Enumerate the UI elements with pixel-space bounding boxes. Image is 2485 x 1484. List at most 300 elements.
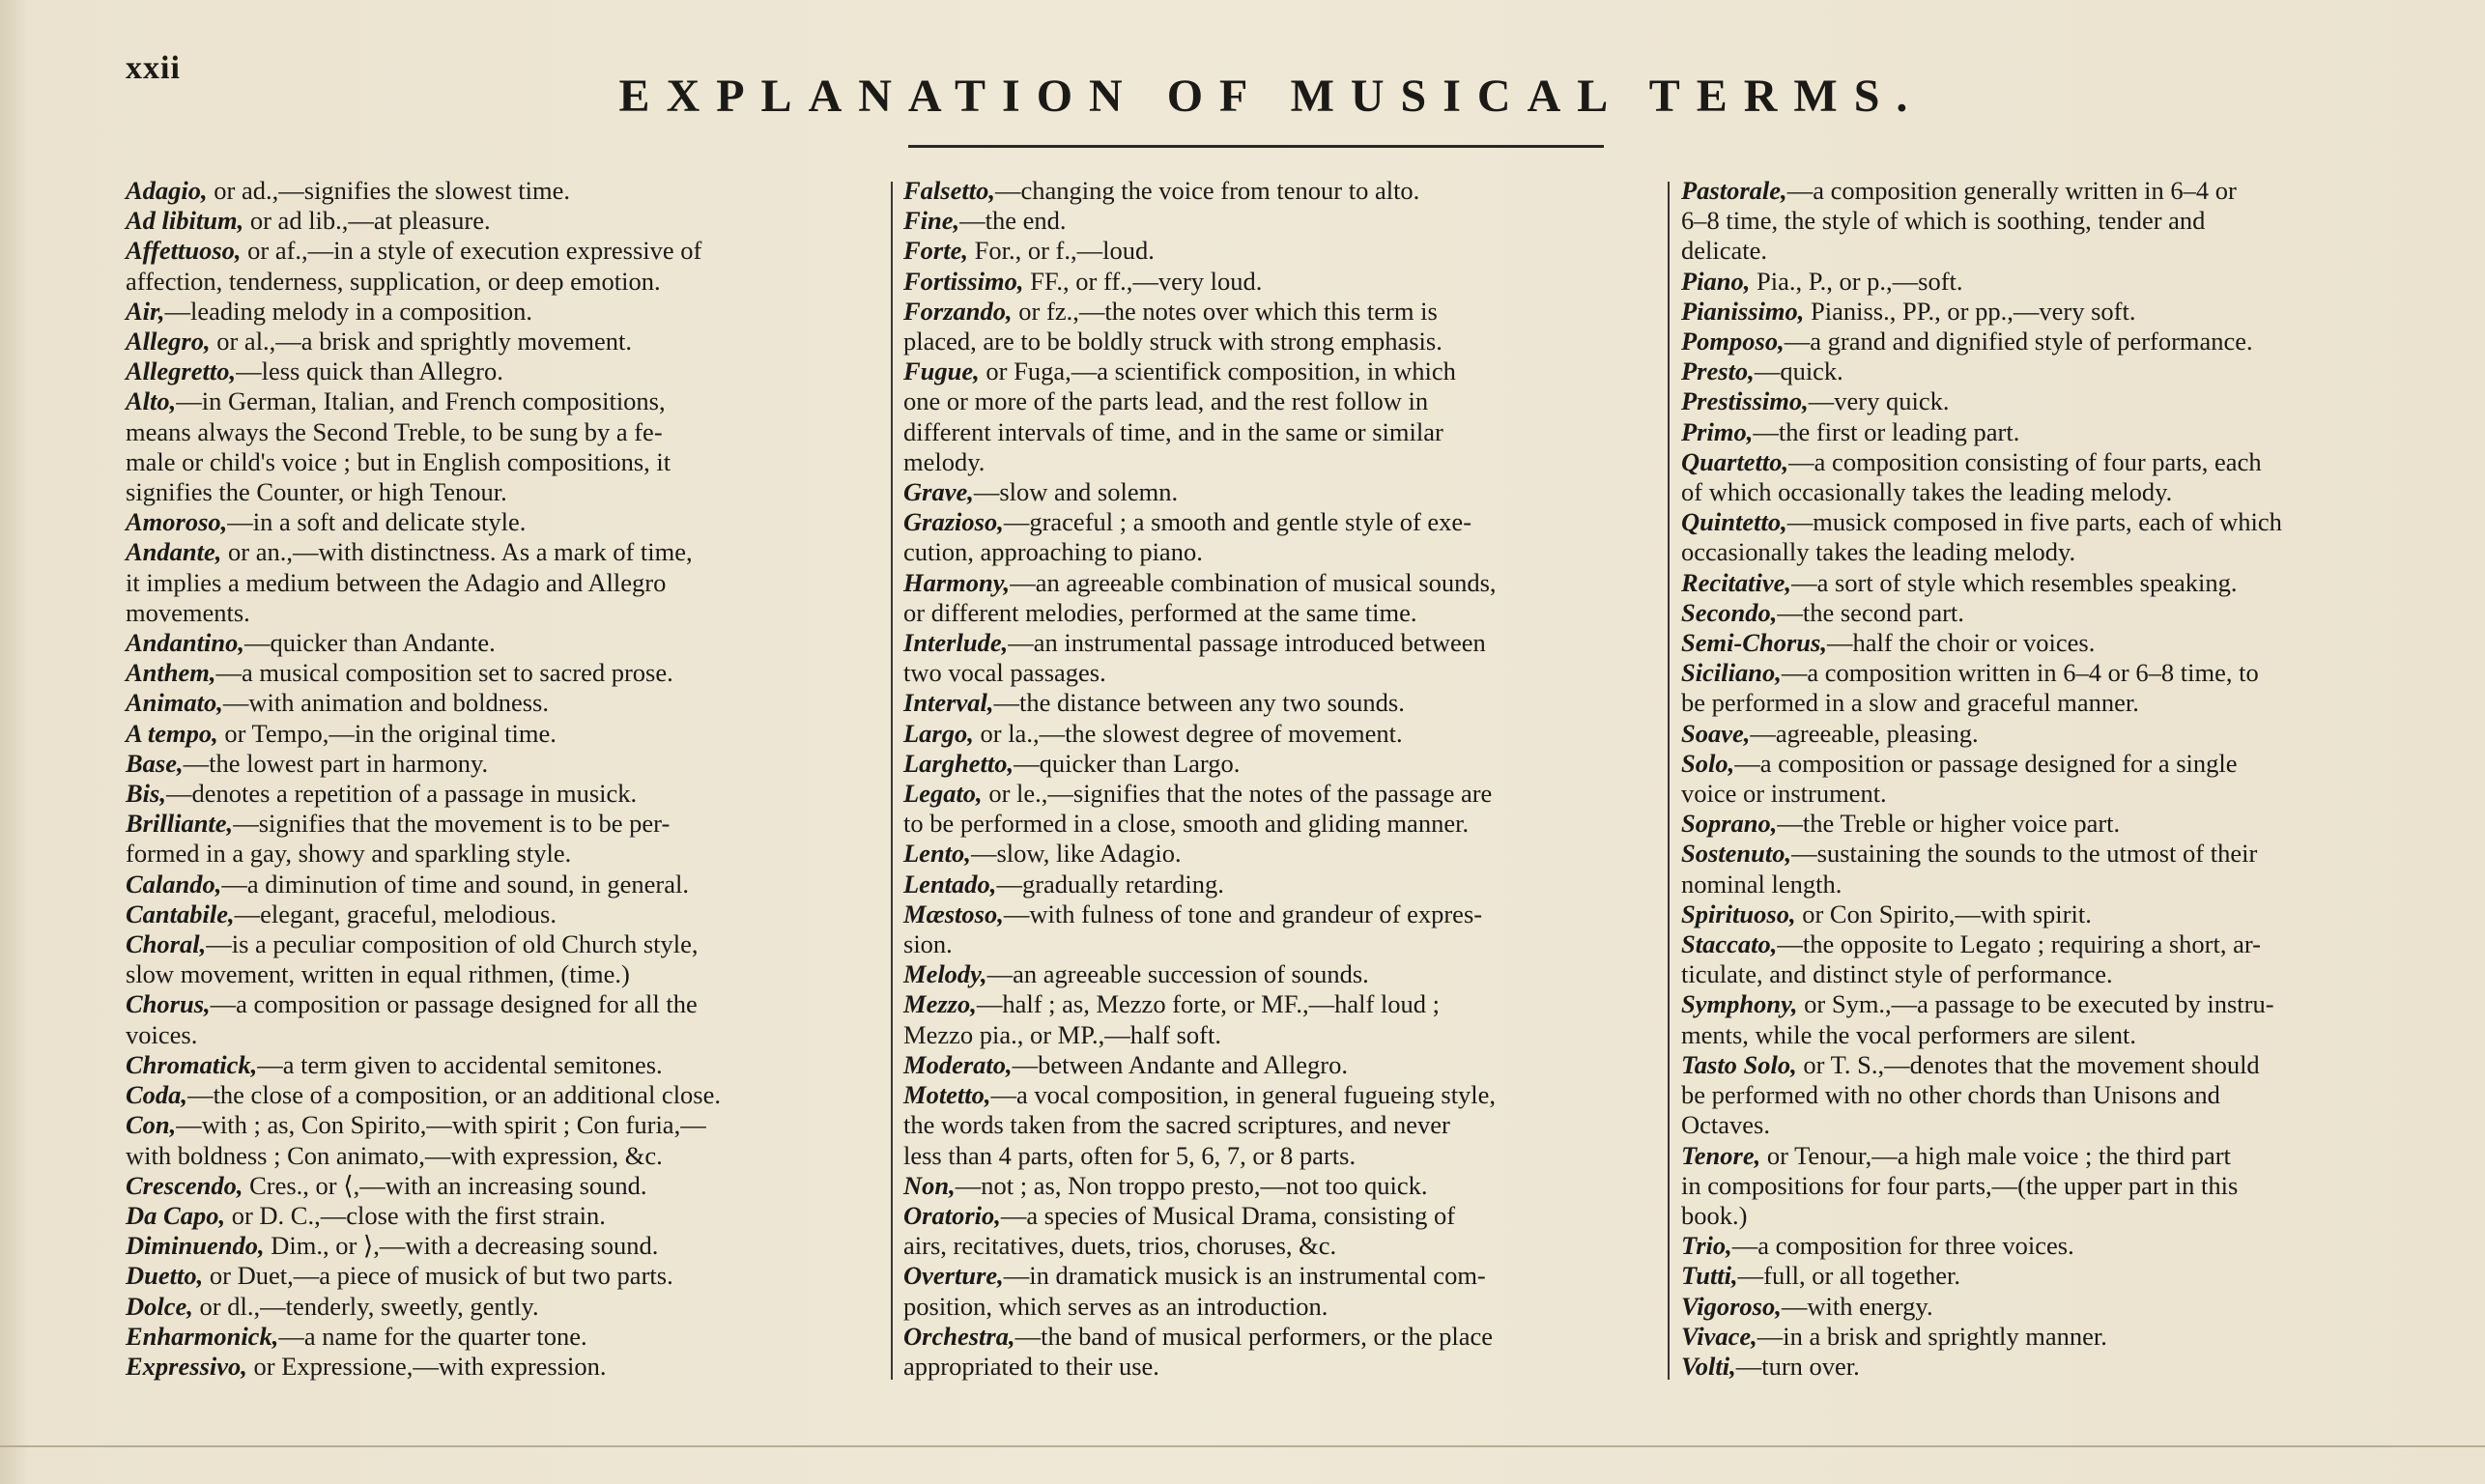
entry-term: Grave, bbox=[903, 477, 974, 507]
entry-definition: —not ; as, Non troppo presto,—not too quick. bbox=[955, 1170, 1428, 1200]
entry-definition: voice or instrument. bbox=[1681, 779, 1887, 809]
entry-definition: sion. bbox=[903, 929, 953, 959]
entry-definition: —a composition generally written in 6–4 or bbox=[1786, 176, 2237, 205]
entry-term: Overture, bbox=[903, 1261, 1004, 1291]
glossary-entry bbox=[126, 1110, 879, 1140]
entry-term: Adagio, bbox=[126, 176, 208, 205]
entry-definition: or D. C.,—close with the first strain. bbox=[225, 1200, 606, 1230]
entry-definition: or Con Spirito,—with spirit. bbox=[1795, 899, 2092, 928]
entry-term: Allegretto, bbox=[126, 357, 237, 386]
entry-term: Soprano, bbox=[1681, 809, 1778, 839]
glossary-entry bbox=[1681, 719, 2435, 749]
glossary-entry bbox=[903, 297, 1657, 327]
entry-term: Interlude, bbox=[903, 628, 1009, 658]
entry-term: Mæstoso, bbox=[903, 899, 1004, 928]
glossary-continuation bbox=[126, 477, 879, 507]
entry-definition: or T. S.,—denotes that the movement should bbox=[1796, 1049, 2260, 1079]
glossary-entry bbox=[126, 1231, 879, 1261]
glossary-entry bbox=[126, 1261, 879, 1291]
glossary-continuation bbox=[126, 1141, 879, 1171]
entry-definition: —a name for the quarter tone. bbox=[278, 1321, 587, 1351]
entry-term: Da Capo, bbox=[126, 1200, 226, 1230]
column-2 bbox=[903, 176, 1657, 1382]
entry-definition: formed in a gay, showy and sparkling style. bbox=[126, 839, 572, 869]
entry-definition: voices. bbox=[126, 1019, 198, 1049]
entry-definition: Dim., or ⟩,—with a decreasing sound. bbox=[264, 1231, 659, 1261]
entry-term: Andantino, bbox=[126, 628, 244, 658]
entry-definition: or ad lib.,—at pleasure. bbox=[243, 206, 491, 236]
glossary-continuation bbox=[126, 447, 879, 477]
entry-definition: two vocal passages. bbox=[903, 658, 1106, 688]
entry-definition: delicate. bbox=[1681, 236, 1768, 266]
entry-definition: —quick. bbox=[1754, 357, 1843, 386]
glossary-continuation bbox=[1681, 959, 2435, 989]
glossary-entry bbox=[903, 1261, 1657, 1291]
entry-definition: or Fuga,—a scientifick composition, in which bbox=[979, 357, 1456, 386]
entry-term: Spirituoso, bbox=[1681, 899, 1796, 928]
glossary-entry bbox=[126, 989, 879, 1019]
entry-definition: with boldness ; Con animato,—with expression, &c. bbox=[126, 1140, 663, 1170]
entry-definition: Pianiss., PP., or pp.,—very soft. bbox=[1804, 296, 2136, 326]
entry-definition: it implies a medium between the Adagio and Allegro bbox=[126, 567, 667, 597]
glossary-entry bbox=[903, 688, 1657, 718]
entry-definition: or an.,—with distinctness. As a mark of time, bbox=[221, 537, 693, 567]
glossary-continuation bbox=[1681, 537, 2435, 567]
entry-definition: —an agreeable succession of sounds. bbox=[986, 959, 1369, 989]
glossary-entry bbox=[126, 1292, 879, 1322]
entry-definition: means always the Second Treble, to be sung by a fe- bbox=[126, 416, 663, 446]
entry-term: Choral, bbox=[126, 929, 207, 959]
glossary-entry bbox=[1681, 1292, 2435, 1322]
glossary-continuation bbox=[1681, 1110, 2435, 1140]
entry-term: Alto, bbox=[126, 386, 177, 416]
entry-definition: —sustaining the sounds to the utmost of their bbox=[1791, 839, 2258, 869]
glossary-entry bbox=[903, 236, 1657, 266]
column-1 bbox=[126, 176, 879, 1382]
glossary-entry bbox=[903, 1201, 1657, 1231]
entry-term: Diminuendo, bbox=[126, 1231, 265, 1261]
entry-term: Pomposo, bbox=[1681, 327, 1785, 357]
entry-term: Quartetto, bbox=[1681, 446, 1789, 476]
entry-definition: or le.,—signifies that the notes of the passage are bbox=[982, 779, 1493, 809]
glossary-entry bbox=[1681, 297, 2435, 327]
entry-definition: —half ; as, Mezzo forte, or MF.,—half loud ; bbox=[976, 989, 1441, 1019]
glossary-continuation bbox=[903, 1110, 1657, 1140]
entry-definition: —the second part. bbox=[1777, 597, 1964, 627]
glossary-entry bbox=[126, 779, 879, 809]
glossary-continuation bbox=[903, 929, 1657, 959]
glossary-entry bbox=[903, 719, 1657, 749]
entry-definition: or Tempo,—in the original time. bbox=[217, 718, 557, 748]
glossary-continuation bbox=[126, 568, 879, 598]
glossary-entry bbox=[1681, 267, 2435, 297]
entry-definition: occasionally takes the leading melody. bbox=[1681, 537, 2076, 567]
entry-definition: —between Andante and Allegro. bbox=[1012, 1049, 1348, 1079]
glossary-entry bbox=[1681, 839, 2435, 869]
entry-term: Enharmonick, bbox=[126, 1321, 279, 1351]
entry-term: Cantabile, bbox=[126, 899, 235, 928]
entry-term: Presto, bbox=[1681, 357, 1755, 386]
entry-definition: or af.,—in a style of execution expressive of bbox=[241, 236, 702, 266]
entry-term: Con, bbox=[126, 1110, 177, 1140]
glossary-entry bbox=[1681, 327, 2435, 357]
entry-term: Forte, bbox=[903, 236, 968, 266]
entry-term: Calando, bbox=[126, 869, 222, 899]
glossary-continuation bbox=[903, 1020, 1657, 1050]
glossary-entry bbox=[126, 1201, 879, 1231]
entry-definition: —full, or all together. bbox=[1737, 1261, 1961, 1291]
entry-definition: —the lowest part in harmony. bbox=[183, 748, 489, 778]
glossary-entry bbox=[903, 176, 1657, 206]
glossary-entry bbox=[1681, 1352, 2435, 1382]
glossary-continuation bbox=[903, 447, 1657, 477]
glossary-entry bbox=[1681, 598, 2435, 628]
glossary-entry bbox=[126, 719, 879, 749]
entry-definition: —in a soft and delicate style. bbox=[227, 507, 527, 537]
glossary-entry bbox=[126, 357, 879, 386]
glossary-entry bbox=[126, 507, 879, 537]
entry-definition: book.) bbox=[1681, 1200, 1748, 1230]
entry-term: Expressivo, bbox=[126, 1351, 247, 1381]
entry-term: Allegro, bbox=[126, 327, 211, 357]
entry-definition: —gradually retarding. bbox=[996, 869, 1224, 899]
entry-definition: 6–8 time, the style of which is soothing, tender and bbox=[1681, 206, 2206, 236]
glossary-continuation bbox=[903, 386, 1657, 416]
entry-definition: —agreeable, pleasing. bbox=[1750, 718, 1979, 748]
glossary-entry bbox=[126, 688, 879, 718]
entry-term: Duetto, bbox=[126, 1261, 204, 1291]
glossary-entry bbox=[126, 899, 879, 929]
page-number: xxii bbox=[126, 50, 181, 86]
entry-definition: affection, tenderness, supplication, or deep emotion. bbox=[126, 266, 661, 296]
glossary-entry bbox=[1681, 929, 2435, 959]
entry-definition: —very quick. bbox=[1808, 386, 1950, 416]
glossary-entry bbox=[126, 176, 879, 206]
glossary-continuation bbox=[1681, 477, 2435, 507]
entry-term: Tutti, bbox=[1681, 1261, 1738, 1291]
entry-term: Grazioso, bbox=[903, 507, 1004, 537]
entry-definition: —leading melody in a composition. bbox=[164, 296, 533, 326]
column-3 bbox=[1681, 176, 2435, 1382]
entry-term: Andante, bbox=[126, 537, 222, 567]
glossary-entry bbox=[126, 809, 879, 839]
glossary-entry bbox=[126, 749, 879, 779]
entry-term: Largo, bbox=[903, 718, 974, 748]
glossary-continuation bbox=[1681, 779, 2435, 809]
entry-definition: or al.,—a brisk and sprightly movement. bbox=[210, 327, 633, 357]
glossary-continuation bbox=[1681, 1080, 2435, 1110]
glossary-continuation bbox=[903, 1292, 1657, 1322]
glossary-entry bbox=[903, 1322, 1657, 1352]
entry-term: Symphony, bbox=[1681, 989, 1798, 1019]
glossary-entry bbox=[126, 628, 879, 658]
entry-term: Moderato, bbox=[903, 1049, 1013, 1079]
glossary-continuation bbox=[903, 537, 1657, 567]
glossary-entry bbox=[1681, 809, 2435, 839]
entry-term: Tasto Solo, bbox=[1681, 1049, 1797, 1079]
entry-term: Primo, bbox=[1681, 416, 1754, 446]
glossary-entry bbox=[126, 327, 879, 357]
entry-term: Semi-Chorus, bbox=[1681, 628, 1827, 658]
entry-definition: Pia., P., or p.,—soft. bbox=[1750, 266, 1963, 296]
entry-definition: —a diminution of time and sound, in general. bbox=[221, 869, 689, 899]
entry-definition: —less quick than Allegro. bbox=[236, 357, 503, 386]
entry-term: Chorus, bbox=[126, 989, 211, 1019]
glossary-entry bbox=[1681, 749, 2435, 779]
glossary-entry bbox=[126, 537, 879, 567]
entry-term: Soave, bbox=[1681, 718, 1751, 748]
entry-term: Vivace, bbox=[1681, 1321, 1757, 1351]
glossary-continuation bbox=[1681, 206, 2435, 236]
entry-definition: —a sort of style which resembles speaking. bbox=[1791, 567, 2238, 597]
entry-term: Chromatick, bbox=[126, 1049, 258, 1079]
entry-definition: —the opposite to Legato ; requiring a short, ar- bbox=[1777, 929, 2262, 959]
entry-definition: different intervals of time, and in the same or similar bbox=[903, 416, 1443, 446]
glossary-entry bbox=[1681, 1261, 2435, 1291]
entry-definition: —the distance between any two sounds. bbox=[993, 688, 1405, 718]
entry-definition: —graceful ; a smooth and gentle style of exe- bbox=[1003, 507, 1472, 537]
entry-term: Pastorale, bbox=[1681, 176, 1787, 205]
entry-definition: less than 4 parts, often for 5, 6, 7, or 8 parts. bbox=[903, 1140, 1357, 1170]
entry-definition: placed, are to be boldly struck with strong emphasis. bbox=[903, 327, 1442, 357]
entry-definition: ments, while the vocal performers are silent. bbox=[1681, 1019, 2136, 1049]
entry-term: Brilliante, bbox=[126, 809, 234, 839]
entry-definition: —with fulness of tone and grandeur of expres- bbox=[1003, 899, 1483, 928]
entry-definition: Cres., or ⟨,—with an increasing sound. bbox=[243, 1170, 647, 1200]
entry-term: A tempo, bbox=[126, 718, 218, 748]
entry-definition: the words taken from the sacred scriptures, and never bbox=[903, 1110, 1450, 1140]
entry-definition: signifies the Counter, or high Tenour. bbox=[126, 477, 507, 507]
entry-definition: one or more of the parts lead, and the rest follow in bbox=[903, 386, 1429, 416]
entry-definition: —a species of Musical Drama, consisting of bbox=[1000, 1200, 1456, 1230]
entry-term: Falsetto, bbox=[903, 176, 995, 205]
glossary-entry bbox=[1681, 447, 2435, 477]
entry-definition: male or child's voice ; but in English compositions, it bbox=[126, 446, 671, 476]
entry-term: Tenore, bbox=[1681, 1140, 1761, 1170]
glossary-entry bbox=[126, 1050, 879, 1080]
glossary-entry bbox=[903, 477, 1657, 507]
entry-definition: —the first or leading part. bbox=[1753, 416, 2020, 446]
glossary-continuation bbox=[903, 417, 1657, 447]
entry-definition: position, which serves as an introduction. bbox=[903, 1291, 1328, 1321]
entry-definition: or Sym.,—a passage to be executed by instru- bbox=[1797, 989, 2274, 1019]
entry-term: Bis, bbox=[126, 779, 166, 809]
glossary-continuation bbox=[903, 1231, 1657, 1261]
entry-definition: —the end. bbox=[959, 206, 1067, 236]
entry-term: Pianissimo, bbox=[1681, 296, 1805, 326]
glossary-continuation bbox=[126, 1020, 879, 1050]
entry-term: Interval, bbox=[903, 688, 994, 718]
glossary-continuation bbox=[903, 1352, 1657, 1382]
entry-definition: —in German, Italian, and French compositions, bbox=[176, 386, 666, 416]
glossary-continuation bbox=[903, 658, 1657, 688]
glossary-entry bbox=[1681, 628, 2435, 658]
glossary-continuation bbox=[126, 417, 879, 447]
entry-definition: —the band of musical performers, or the place bbox=[1014, 1321, 1494, 1351]
entry-definition: —is a peculiar composition of old Church style, bbox=[206, 929, 699, 959]
entry-term: Fine, bbox=[903, 206, 960, 236]
entry-term: Sostenuto, bbox=[1681, 839, 1792, 869]
glossary-entry bbox=[903, 267, 1657, 297]
glossary-continuation bbox=[903, 327, 1657, 357]
entry-definition: —musick composed in five parts, each of which bbox=[1786, 507, 2282, 537]
entry-definition: —a composition or passage designed for a single bbox=[1734, 748, 2238, 778]
glossary-entry bbox=[903, 206, 1657, 236]
entry-definition: —quicker than Andante. bbox=[244, 628, 496, 658]
entry-definition: —turn over. bbox=[1735, 1351, 1860, 1381]
entry-term: Quintetto, bbox=[1681, 507, 1787, 537]
entry-definition: —a term given to accidental semitones. bbox=[257, 1049, 663, 1079]
entry-term: Forzando, bbox=[903, 296, 1013, 326]
entry-term: Recitative, bbox=[1681, 567, 1792, 597]
entry-term: Fortissimo, bbox=[903, 266, 1024, 296]
entry-definition: melody. bbox=[903, 446, 985, 476]
column-divider bbox=[1668, 182, 1670, 1380]
glossary-continuation bbox=[1681, 1020, 2435, 1050]
entry-definition: Octaves. bbox=[1681, 1110, 1770, 1140]
entry-term: Oratorio, bbox=[903, 1200, 1001, 1230]
entry-definition: or Duet,—a piece of musick of but two parts. bbox=[203, 1261, 673, 1291]
entry-definition: —a composition written in 6–4 or 6–8 time, to bbox=[1781, 658, 2259, 688]
entry-definition: —a composition for three voices. bbox=[1731, 1231, 2074, 1261]
title-rule bbox=[908, 145, 1604, 148]
glossary-entry bbox=[126, 236, 879, 266]
glossary-entry bbox=[903, 1080, 1657, 1110]
entry-term: Air, bbox=[126, 296, 165, 326]
entry-definition: FF., or ff.,—very loud. bbox=[1023, 266, 1263, 296]
entry-definition: in compositions for four parts,—(the upper part in this bbox=[1681, 1170, 2239, 1200]
glossary-entry bbox=[903, 1050, 1657, 1080]
glossary-continuation bbox=[1681, 688, 2435, 718]
entry-definition: be performed in a slow and graceful manner. bbox=[1681, 688, 2139, 718]
entry-term: Lento, bbox=[903, 839, 971, 869]
entry-term: Secondo, bbox=[1681, 597, 1778, 627]
glossary-continuation bbox=[1681, 870, 2435, 899]
column-divider bbox=[891, 182, 893, 1380]
entry-term: Fugue, bbox=[903, 357, 980, 386]
entry-definition: or la.,—the slowest degree of movement. bbox=[973, 718, 1403, 748]
entry-definition: movements. bbox=[126, 597, 250, 627]
entry-definition: or Tenour,—a high male voice ; the third part bbox=[1760, 1140, 2231, 1170]
entry-term: Anthem, bbox=[126, 658, 216, 688]
entry-term: Prestissimo, bbox=[1681, 386, 1809, 416]
entry-definition: —slow, like Adagio. bbox=[970, 839, 1182, 869]
entry-term: Coda, bbox=[126, 1080, 188, 1110]
entry-definition: or different melodies, performed at the same time. bbox=[903, 597, 1417, 627]
glossary-entry bbox=[1681, 1050, 2435, 1080]
entry-definition: —quicker than Largo. bbox=[1014, 748, 1241, 778]
glossary-entry bbox=[126, 1322, 879, 1352]
entry-term: Crescendo, bbox=[126, 1170, 243, 1200]
entry-term: Volti, bbox=[1681, 1351, 1736, 1381]
entry-definition: —a musical composition set to sacred prose. bbox=[215, 658, 673, 688]
glossary-entry bbox=[126, 658, 879, 688]
entry-term: Staccato, bbox=[1681, 929, 1778, 959]
entry-definition: —with energy. bbox=[1781, 1291, 1933, 1321]
entry-definition: —in a brisk and sprightly manner. bbox=[1757, 1321, 2107, 1351]
entry-term: Melody, bbox=[903, 959, 987, 989]
entry-definition: or ad.,—signifies the slowest time. bbox=[207, 176, 571, 205]
entry-definition: —a grand and dignified style of performance. bbox=[1784, 327, 2253, 357]
glossary-entry bbox=[903, 628, 1657, 658]
glossary-entry bbox=[903, 959, 1657, 989]
entry-term: Animato, bbox=[126, 688, 223, 718]
entry-definition: —an agreeable combination of musical sounds, bbox=[1010, 567, 1497, 597]
entry-term: Ad libitum, bbox=[126, 206, 244, 236]
entry-definition: nominal length. bbox=[1681, 869, 1842, 899]
entry-definition: —with animation and boldness. bbox=[222, 688, 549, 718]
glossary-entry bbox=[1681, 1322, 2435, 1352]
glossary-continuation bbox=[903, 809, 1657, 839]
glossary-entry bbox=[126, 297, 879, 327]
glossary-continuation bbox=[903, 598, 1657, 628]
glossary-entry bbox=[903, 749, 1657, 779]
glossary-entry bbox=[126, 870, 879, 899]
entry-definition: airs, recitatives, duets, trios, choruses, &c. bbox=[903, 1231, 1337, 1261]
glossary-entry bbox=[903, 899, 1657, 929]
entry-definition: —the close of a composition, or an additional close. bbox=[187, 1080, 722, 1110]
entry-term: Vigoroso, bbox=[1681, 1291, 1782, 1321]
entry-term: Harmony, bbox=[903, 567, 1011, 597]
glossary-entry bbox=[126, 1080, 879, 1110]
entry-definition: or fz.,—the notes over which this term is bbox=[1012, 296, 1438, 326]
entry-definition: —half the choir or voices. bbox=[1826, 628, 2096, 658]
entry-term: Dolce, bbox=[126, 1291, 193, 1321]
entry-definition: —elegant, graceful, melodious. bbox=[234, 899, 557, 928]
glossary-entry bbox=[1681, 417, 2435, 447]
glossary-entry bbox=[1681, 989, 2435, 1019]
entry-definition: slow movement, written in equal rithmen, (time.) bbox=[126, 959, 630, 989]
glossary-continuation bbox=[1681, 236, 2435, 266]
glossary-entry bbox=[903, 839, 1657, 869]
entry-term: Motetto, bbox=[903, 1080, 991, 1110]
entry-definition: —an instrumental passage introduced between bbox=[1008, 628, 1486, 658]
entry-term: Base, bbox=[126, 748, 184, 778]
entry-definition: of which occasionally takes the leading melody. bbox=[1681, 477, 2173, 507]
glossary-entry bbox=[1681, 1231, 2435, 1261]
glossary-entry bbox=[903, 779, 1657, 809]
entry-definition: or dl.,—tenderly, sweetly, gently. bbox=[192, 1291, 539, 1321]
entry-definition: be performed with no other chords than Unisons and bbox=[1681, 1080, 2220, 1110]
entry-definition: —a composition or passage designed for all the bbox=[210, 989, 698, 1019]
entry-definition: —signifies that the movement is to be per- bbox=[233, 809, 671, 839]
entry-definition: —changing the voice from tenour to alto. bbox=[994, 176, 1420, 205]
glossary-continuation bbox=[126, 839, 879, 869]
glossary-entry bbox=[903, 507, 1657, 537]
glossary-entry bbox=[903, 357, 1657, 386]
entry-definition: Mezzo pia., or MP.,—half soft. bbox=[903, 1019, 1221, 1049]
glossary-entry bbox=[1681, 658, 2435, 688]
glossary-entry bbox=[903, 989, 1657, 1019]
entry-term: Siciliano, bbox=[1681, 658, 1782, 688]
entry-definition: or Expressione,—with expression. bbox=[246, 1351, 607, 1381]
entry-term: Piano, bbox=[1681, 266, 1751, 296]
entry-definition: —the Treble or higher voice part. bbox=[1777, 809, 2121, 839]
glossary-continuation bbox=[903, 1141, 1657, 1171]
entry-definition: —slow and solemn. bbox=[973, 477, 1179, 507]
glossary-continuation bbox=[126, 598, 879, 628]
glossary-entry bbox=[1681, 176, 2435, 206]
glossary-entry bbox=[903, 568, 1657, 598]
entry-term: Non, bbox=[903, 1170, 956, 1200]
glossary-continuation bbox=[1681, 1201, 2435, 1231]
glossary-entry bbox=[1681, 507, 2435, 537]
entry-definition: —with ; as, Con Spirito,—with spirit ; Con furia,— bbox=[176, 1110, 706, 1140]
entry-definition: —a composition consisting of four parts, each bbox=[1788, 446, 2262, 476]
entry-term: Orchestra, bbox=[903, 1321, 1015, 1351]
entry-definition: —a vocal composition, in general fugueing style, bbox=[990, 1080, 1497, 1110]
entry-definition: —denotes a repetition of a passage in musick. bbox=[165, 779, 638, 809]
